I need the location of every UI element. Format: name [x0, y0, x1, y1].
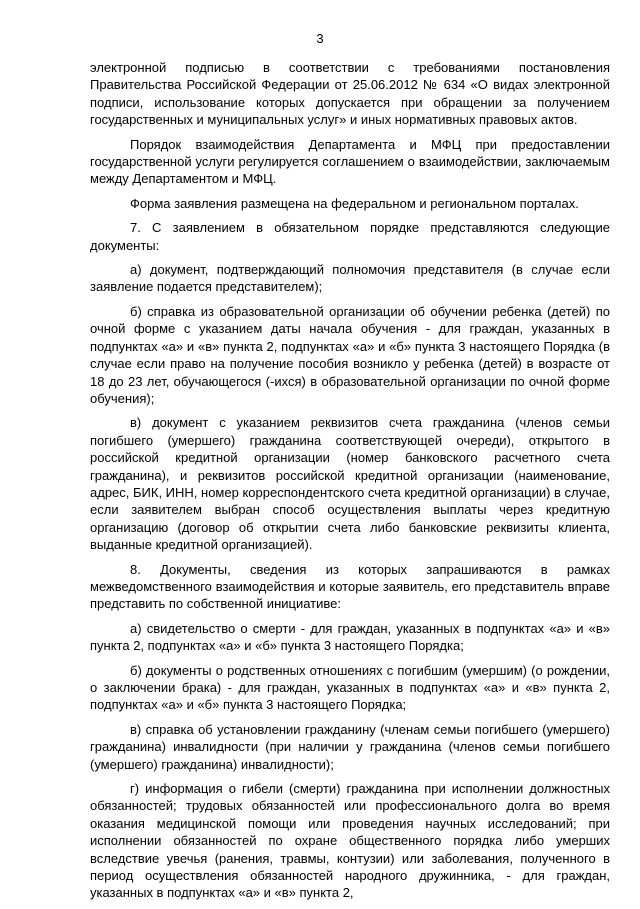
paragraph-interaction-order: Порядок взаимодействия Департамента и МФЦ при предоставлении государственной услуги регулируется соглашением о взаимодействии, заключаемым между Департаментом и МФЦ.	[90, 136, 610, 187]
paragraph-item-8g: г) информация о гибели (смерти) гражданина при исполнении должностных обязанностей; трудовых обязанностей или профессионального долга во время оказания медицинской помощи или проведения научных исследований; при исполнении обязанностей по охране общественного порядка либо умерших вследствие увечья (ранения, травмы, контузии) или заболевания, полученного в период осуществления обязанностей народного дружинника, - для граждан, указанных в подпунктах «а» и «в» пункта 2,	[90, 781, 610, 901]
paragraph-application-form: Форма заявления размещена на федеральном и региональном порталах.	[130, 195, 579, 211]
document-body	[90, 59, 610, 909]
paragraph-item-8b: б) документы о родственных отношениях с погибшим (умершим) (о рождении, о заключении брака) - для граждан, указанных в подпунктах «а» и «в» пункта 2, подпунктах «а» и «б» пункта 3 настоящего Порядка;	[90, 662, 610, 713]
page-number: 3	[316, 31, 324, 46]
paragraph-item-8a: а) свидетельство о смерти - для граждан, указанных в подпунктах «а» и «в» пункта 2, подпунктах «а» и «б» пункта 3 настоящего Порядка;	[90, 620, 610, 654]
paragraph-item-8v: в) справка об установлении гражданину (членам семьи погибшего (умершего) гражданина) инвалидности (при наличии у гражданина (членов семьи погибшего (умершего) гражданина) инвалидности);	[90, 721, 610, 772]
paragraph-item-7a: а) документ, подтверждающий полномочия представителя (в случае если заявление подается представителем);	[90, 262, 610, 295]
paragraph-item-7b: б) справка из образовательной организации об обучении ребенка (детей) по очной форме с указанием даты начала обучения - для граждан, указанных в подпунктах «а» и «в» пункта 2, подпунктах «а» и «б» пункта 3 настоящего Порядка (в случае если право на получение пособия возникло у ребенка (детей) в возрасте от 18 до 23 лет, обучающегося (-ихся) в образовательной организации по очной форме обучения);	[90, 303, 610, 406]
paragraph-continuation: электронной подписью в соответствии с требованиями постановления Правительства Российской Федерации от 25.06.2012 № 634 «О видах электронной подписи, использование которых допускается при обращении за получением государственных и муниципальных услуг» и иных нормативных правовых актов.	[90, 60, 610, 128]
paragraph-item-8: 8. Документы, сведения из которых запрашиваются в рамках межведомственного взаимодействия и которые заявитель, его представитель вправе представить по собственной инициативе:	[90, 561, 610, 612]
paragraph-item-7v: в) документ с указанием реквизитов счета гражданина (членов семьи погибшего (умершего) гражданина соответствующей очереди), открытого в российской кредитной организации (номер банковского расчетного счета гражданина), и реквизитов российской кредитной организации (наименование, адрес, БИК, ИНН, номер корреспондентского счета кредитной организации) в случае, если заявителем выбран способ осуществления выплаты через кредитную организацию (договор об открытии счета либо банковские реквизиты клиента, выданные кредитной организацией).	[90, 415, 610, 553]
paragraph-item-7: 7. С заявлением в обязательном порядке представляются следующие документы:	[90, 220, 610, 253]
